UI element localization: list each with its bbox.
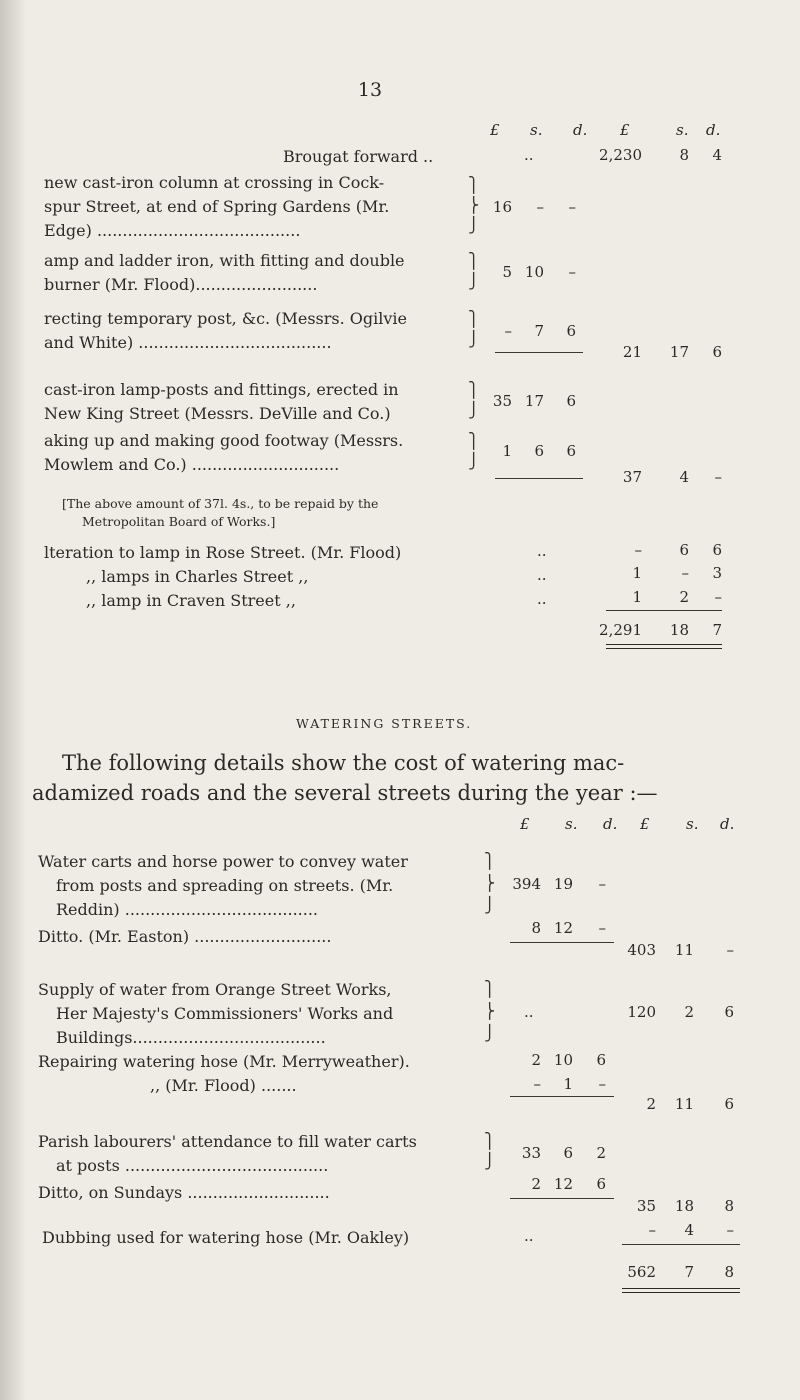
- intro-line-1: The following details show the cost of watering mac-: [62, 751, 625, 775]
- header-s-4: s.: [686, 815, 699, 833]
- item-footway-pence: 6: [566, 442, 576, 460]
- water-carts-line-2: from posts and spreading on streets. (Mr.: [56, 876, 394, 895]
- alteration-rose-dots: ..: [537, 542, 547, 560]
- grand-total-2-pounds: 562: [627, 1263, 656, 1281]
- total-double-rule: [622, 1288, 740, 1293]
- water-supply-line-1: Supply of water from Orange Street Works,: [38, 980, 392, 999]
- dubbing-pence: –: [726, 1221, 734, 1239]
- item-lamp-iron-shillings: 10: [524, 263, 544, 281]
- item-column-line-3: Edge) ........................................: [44, 221, 301, 240]
- hose-merryweather-shillings: 10: [553, 1051, 573, 1069]
- water-supply-pounds: 120: [627, 1003, 656, 1021]
- item-lamp-posts-shillings: 17: [524, 392, 544, 410]
- item-footway-line-1: aking up and making good footway (Messrs.: [44, 431, 404, 450]
- watering-sub-2-pence: 6: [724, 1095, 734, 1113]
- watering-sub-3-shillings: 18: [674, 1197, 694, 1215]
- watering-sub-2-shillings: 11: [674, 1095, 694, 1113]
- ditto-sundays-label: Ditto, on Sundays ............................: [38, 1183, 330, 1202]
- water-carts-line-1: Water carts and horse power to convey water: [38, 852, 408, 871]
- alteration-rose-pounds: –: [634, 541, 642, 559]
- subtotal-rule: [495, 478, 583, 479]
- brace-symbol: ⎬: [484, 1002, 496, 1020]
- binding-gutter: [0, 0, 26, 1400]
- water-supply-line-3: Buildings......................................: [56, 1028, 326, 1047]
- item-column-shillings: –: [536, 198, 544, 216]
- brace-symbol: ⎫: [468, 432, 480, 450]
- subtotal-rule: [495, 352, 583, 353]
- total-rule: [606, 610, 722, 611]
- dubbing-dots: ..: [524, 1227, 534, 1245]
- brace-symbol: ⎫: [468, 310, 480, 328]
- grand-total-1-pounds: 2,291: [599, 621, 642, 639]
- item-footway-shillings: 6: [534, 442, 544, 460]
- item-lamp-iron-line-2: burner (Mr. Flood)........................: [44, 275, 318, 294]
- brace-symbol: ⎭: [484, 1024, 496, 1042]
- header-pound-4: £: [640, 815, 650, 833]
- header-d-4: d.: [720, 815, 735, 833]
- item-temp-post-line-2: and White) ......................................: [44, 333, 332, 352]
- hose-flood-pence: –: [598, 1075, 606, 1093]
- alteration-charles-shillings: –: [681, 564, 689, 582]
- brought-forward-label: Brougat forward ..: [283, 147, 434, 166]
- brought-forward-dots: ..: [524, 146, 534, 164]
- item-column-pence: –: [568, 198, 576, 216]
- item-temp-post-pounds: –: [504, 322, 512, 340]
- alteration-craven-shillings: 2: [679, 588, 689, 606]
- brace-symbol: ⎫: [468, 381, 480, 399]
- item-column-line-1: new cast-iron column at crossing in Cock-: [44, 173, 385, 192]
- labourers-pounds: 33: [521, 1144, 541, 1162]
- subtotal-1-pounds: 21: [622, 343, 642, 361]
- ditto-sundays-pence: 6: [596, 1175, 606, 1193]
- alteration-rose-shillings: 6: [679, 541, 689, 559]
- water-carts-pence: –: [598, 875, 606, 893]
- water-supply-shillings: 2: [684, 1003, 694, 1021]
- alteration-craven-pounds: 1: [632, 588, 642, 606]
- water-supply-dots: ..: [524, 1003, 534, 1021]
- total-double-rule: [606, 644, 722, 649]
- item-lamp-posts-line-1: cast-iron lamp-posts and fittings, erected in: [44, 380, 399, 399]
- brace-symbol: ⎫: [484, 1132, 496, 1150]
- item-lamp-iron-pounds: 5: [502, 263, 512, 281]
- hose-merryweather-pence: 6: [596, 1051, 606, 1069]
- hose-merryweather-pounds: 2: [531, 1051, 541, 1069]
- brace-symbol: ⎬: [484, 874, 496, 892]
- item-temp-post-shillings: 7: [534, 322, 544, 340]
- brace-symbol: ⎭: [468, 401, 480, 419]
- subtotal-2-pence: –: [714, 468, 722, 486]
- repayment-note-line-2: Metropolitan Board of Works.]: [82, 514, 276, 529]
- water-supply-line-2: Her Majesty's Commissioners' Works and: [56, 1004, 394, 1023]
- brace-symbol: ⎫: [484, 852, 496, 870]
- alteration-craven-pence: –: [714, 588, 722, 606]
- header-pound-3: £: [520, 815, 530, 833]
- brace-symbol: ⎬: [468, 196, 480, 214]
- ditto-sundays-pounds: 2: [531, 1175, 541, 1193]
- watering-sub-1-shillings: 11: [674, 941, 694, 959]
- alteration-charles-pence: 3: [712, 564, 722, 582]
- brought-forward-pounds: 2,230: [599, 146, 642, 164]
- alteration-craven-dots: ..: [537, 590, 547, 608]
- item-footway-line-2: Mowlem and Co.) .............................: [44, 455, 340, 474]
- alteration-charles-dots: ..: [537, 566, 547, 584]
- item-footway-pounds: 1: [502, 442, 512, 460]
- item-column-line-2: spur Street, at end of Spring Gardens (Mr.: [44, 197, 390, 216]
- ditto-sundays-shillings: 12: [553, 1175, 573, 1193]
- water-carts-shillings: 19: [553, 875, 573, 893]
- hose-merryweather-label: Repairing watering hose (Mr. Merryweather).: [38, 1052, 410, 1071]
- labourers-shillings: 6: [563, 1144, 573, 1162]
- dubbing-label: Dubbing used for watering hose (Mr. Oakley): [42, 1228, 410, 1247]
- header-pound-1: £: [490, 121, 500, 139]
- subtotal-rule: [510, 1198, 614, 1199]
- header-s-2: s.: [676, 121, 689, 139]
- header-d-1: d.: [573, 121, 588, 139]
- ditto-easton-label: Ditto. (Mr. Easton) ...........................: [38, 927, 332, 946]
- item-temp-post-line-1: recting temporary post, &c. (Messrs. Ogilvie: [44, 309, 407, 328]
- brace-symbol: ⎫: [484, 980, 496, 998]
- grand-total-1-pence: 7: [712, 621, 722, 639]
- item-column-pounds: 16: [492, 198, 512, 216]
- watering-sub-3-pence: 8: [724, 1197, 734, 1215]
- hose-flood-label: ,, (Mr. Flood) .......: [150, 1076, 297, 1095]
- watering-sub-2-pounds: 2: [646, 1095, 656, 1113]
- ditto-easton-pence: –: [598, 919, 606, 937]
- dubbing-pounds: –: [648, 1221, 656, 1239]
- brace-symbol: ⎭: [468, 330, 480, 348]
- alteration-craven-street: ,, lamp in Craven Street ,,: [86, 591, 296, 610]
- dubbing-shillings: 4: [684, 1221, 694, 1239]
- hose-flood-shillings: 1: [563, 1075, 573, 1093]
- brace-symbol: ⎭: [468, 216, 480, 234]
- subtotal-2-shillings: 4: [679, 468, 689, 486]
- ditto-easton-pounds: 8: [531, 919, 541, 937]
- alteration-charles-street: ,, lamps in Charles Street ,,: [86, 567, 309, 586]
- section-heading: WATERING STREETS.: [296, 716, 473, 731]
- hose-flood-pounds: –: [533, 1075, 541, 1093]
- brace-symbol: ⎫: [468, 176, 480, 194]
- alteration-charles-pounds: 1: [632, 564, 642, 582]
- total-rule: [622, 1244, 740, 1245]
- alteration-rose-street: lteration to lamp in Rose Street. (Mr. Flood): [44, 543, 402, 562]
- subtotal-rule: [510, 1096, 614, 1097]
- header-d-3: d.: [603, 815, 618, 833]
- labourers-line-2: at posts ........................................: [56, 1156, 329, 1175]
- labourers-pence: 2: [596, 1144, 606, 1162]
- subtotal-2-pounds: 37: [622, 468, 642, 486]
- brought-forward-shillings: 8: [679, 146, 689, 164]
- item-lamp-posts-pounds: 35: [492, 392, 512, 410]
- header-s-1: s.: [530, 121, 543, 139]
- item-temp-post-pence: 6: [566, 322, 576, 340]
- brace-symbol: ⎭: [484, 896, 496, 914]
- grand-total-2-shillings: 7: [684, 1263, 694, 1281]
- subtotal-rule: [510, 942, 614, 943]
- water-supply-pence: 6: [724, 1003, 734, 1021]
- watering-sub-1-pence: –: [726, 941, 734, 959]
- watering-sub-1-pounds: 403: [627, 941, 656, 959]
- brace-symbol: ⎫: [468, 252, 480, 270]
- brace-symbol: ⎭: [468, 272, 480, 290]
- item-lamp-iron-line-1: amp and ladder iron, with fitting and double: [44, 251, 405, 270]
- water-carts-pounds: 394: [512, 875, 541, 893]
- header-d-2: d.: [706, 121, 721, 139]
- subtotal-1-pence: 6: [712, 343, 722, 361]
- subtotal-1-shillings: 17: [669, 343, 689, 361]
- brace-symbol: ⎭: [468, 452, 480, 470]
- page-number: 13: [357, 79, 383, 101]
- grand-total-2-pence: 8: [724, 1263, 734, 1281]
- water-carts-line-3: Reddin) ......................................: [56, 900, 319, 919]
- item-lamp-iron-pence: –: [568, 263, 576, 281]
- brace-symbol: ⎭: [484, 1152, 496, 1170]
- brought-forward-pence: 4: [712, 146, 722, 164]
- item-lamp-posts-pence: 6: [566, 392, 576, 410]
- repayment-note-line-1: [The above amount of 37l. 4s., to be repaid by the: [62, 496, 379, 511]
- header-pound-2: £: [620, 121, 630, 139]
- alteration-rose-pence: 6: [712, 541, 722, 559]
- watering-sub-3-pounds: 35: [636, 1197, 656, 1215]
- labourers-line-1: Parish labourers' attendance to fill water carts: [38, 1132, 417, 1151]
- item-lamp-posts-line-2: New King Street (Messrs. DeVille and Co.): [44, 404, 391, 423]
- header-s-3: s.: [565, 815, 578, 833]
- grand-total-1-shillings: 18: [669, 621, 689, 639]
- ditto-easton-shillings: 12: [553, 919, 573, 937]
- intro-line-2: adamized roads and the several streets during the year :—: [32, 781, 658, 805]
